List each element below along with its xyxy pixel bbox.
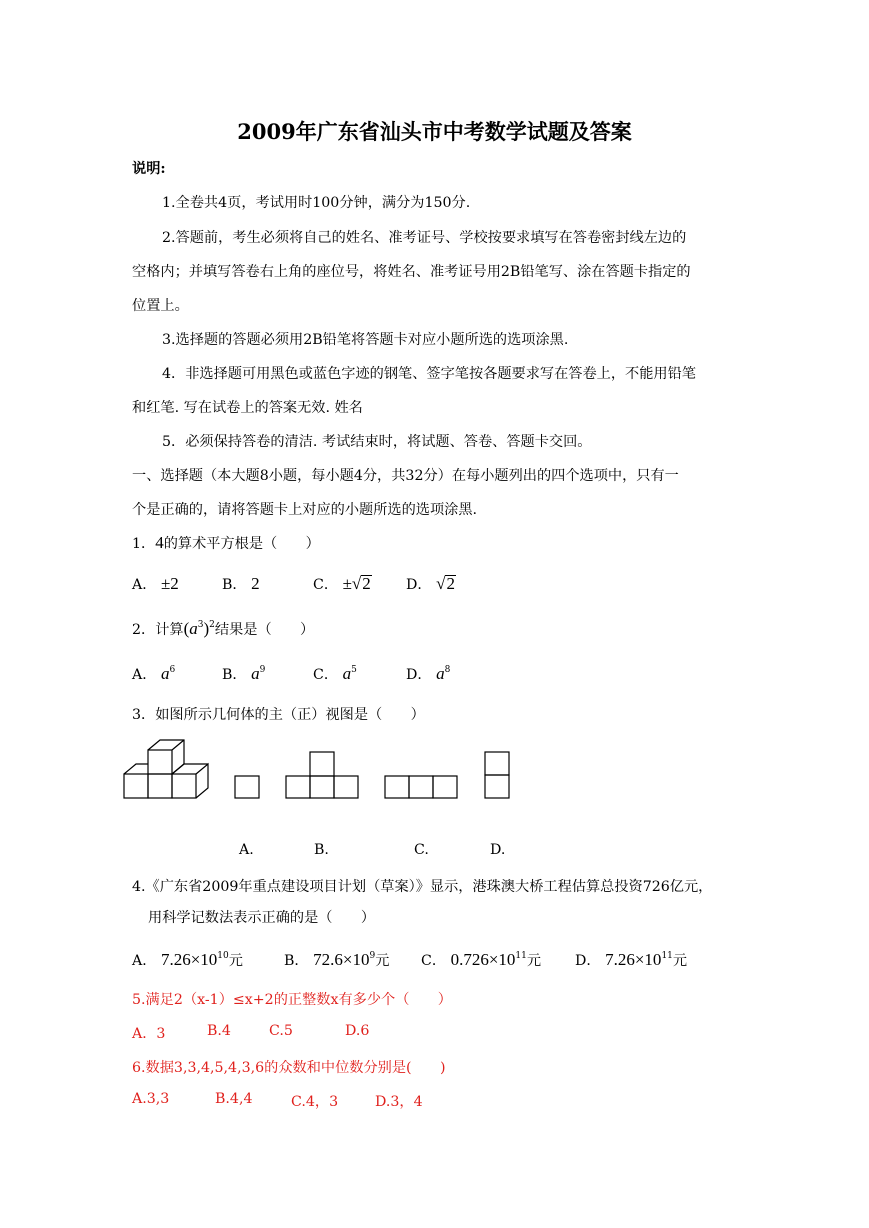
question-4-cont: 用科学记数法表示正确的是（ ）: [148, 910, 376, 926]
q5-option-c: C.5: [269, 1023, 293, 1039]
q6-option-a: A.3,3: [132, 1091, 170, 1107]
q2-option-d: D． $a^8$: [406, 664, 451, 683]
question-3: 3．如图所示几何体的主（正）视图是（ ）: [132, 707, 425, 723]
notes-heading: 说明:: [132, 161, 166, 177]
q1-option-b: B． 2: [222, 574, 260, 593]
q2-option-b: B． $a^9$: [222, 664, 266, 683]
q4-option-d: D． $7.26\times 10^{11}$元: [575, 950, 688, 969]
q4-option-a: A． $7.26\times 10^{10}$元: [132, 950, 243, 969]
question-6: 6.数据3,3,4,5,4,3,6的众数和中位数分别是( ): [132, 1060, 446, 1076]
question-2: 2．计算$(a^3)^2$结果是（ ）: [132, 619, 315, 638]
option-a-view: [235, 776, 259, 798]
section-heading: 一、选择题（本大题8小题，每小题4分，共32分）在每小题列出的四个选项中，只有一: [132, 468, 679, 484]
q6-option-c: C.4，3: [291, 1094, 339, 1110]
q1-option-d: D． √2: [406, 574, 455, 593]
option-d-view: [485, 752, 509, 798]
option-c-view: [385, 776, 457, 798]
q1-option-a: A． ±2: [132, 574, 179, 593]
note-line: 1.全卷共4页，考试用时100分钟，满分为150分.: [162, 195, 471, 211]
note-line: 和红笔. 写在试卷上的答案无效. 姓名: [132, 400, 363, 416]
note-line: 5．必须保持答卷的清洁. 考试结束时，将试题、答卷、答题卡交回。: [162, 434, 592, 450]
option-b-view: [286, 752, 358, 798]
note-line: 4．非选择题可用黑色或蓝色字迹的钢笔、签字笔按各题要求写在答卷上，不能用铅笔: [162, 366, 696, 382]
q4-option-b: B． $72.6\times 10^9$元: [284, 950, 390, 969]
section-heading: 个是正确的，请将答题卡上对应的小题所选的选项涂黑.: [132, 502, 478, 518]
question-5: 5.满足2（x-1）≤x+2的正整数x有多少个（ ）: [132, 992, 452, 1008]
q1-option-c: C． ±√2: [313, 574, 371, 593]
question-4: 4.《广东省2009年重点建设项目计划（草案）》显示，港珠澳大桥工程估算总投资726亿元，: [132, 879, 713, 895]
note-line: 空格内；并填写答卷右上角的座位号，将姓名、准考证号用2B铅笔写、涂在答题卡指定的: [132, 264, 691, 280]
q3-figure: [118, 732, 538, 812]
q2-option-c: C． $a^5$: [313, 664, 357, 683]
q5-option-d: D.6: [345, 1023, 370, 1039]
q4-option-c: C． $0.726\times 10^{11}$元: [421, 950, 542, 969]
solid-figure: [124, 740, 208, 798]
note-line: 位置上。: [132, 298, 189, 314]
q3-label-d: D.: [490, 842, 506, 858]
q6-option-d: D.3，4: [375, 1094, 423, 1110]
q3-label-b: B.: [314, 842, 329, 858]
q5-option-a: A．3: [132, 1026, 166, 1042]
note-line: 2.答题前，考生必须将自己的姓名、准考证号、学校按要求填写在答卷密封线左边的: [162, 230, 687, 246]
q2-option-a: A． $a^6$: [132, 664, 176, 683]
note-line: 3.选择题的答题必须用2B铅笔将答题卡对应小题所选的选项涂黑.: [162, 332, 569, 348]
q6-option-b: B.4,4: [215, 1091, 253, 1107]
page-title: 2009年广东省汕头市中考数学试题及答案: [237, 119, 632, 144]
q3-label-c: C.: [414, 842, 429, 858]
q3-label-a: A.: [239, 842, 254, 858]
question-1: 1．4的算术平方根是（ ）: [132, 533, 320, 552]
q5-option-b: B.4: [207, 1023, 231, 1039]
